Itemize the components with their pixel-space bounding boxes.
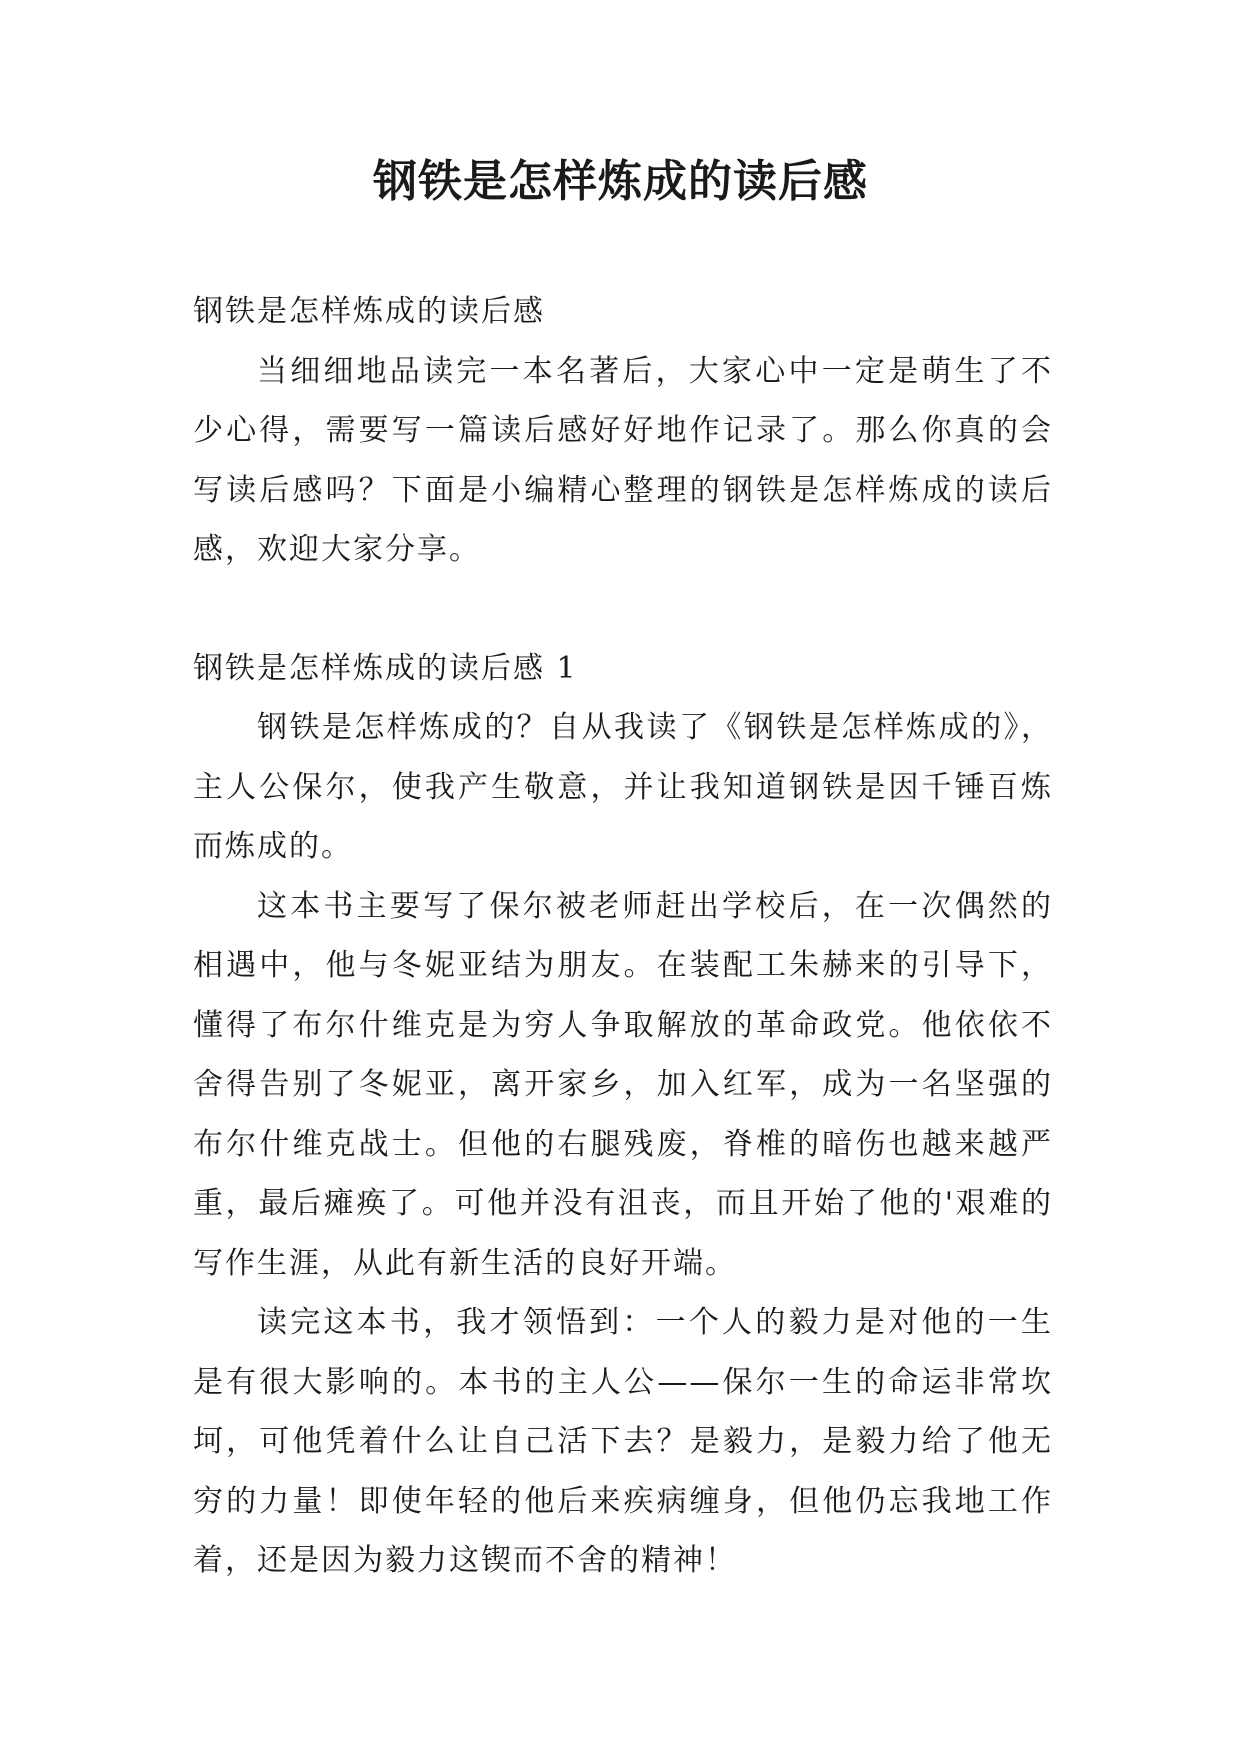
section-spacer bbox=[193, 580, 1053, 639]
section1-heading: 钢铁是怎样炼成的读后感 1 bbox=[193, 650, 578, 686]
document-title: 钢铁是怎样炼成的读后感 bbox=[373, 156, 868, 207]
section1-paragraph: 这本书主要写了保尔被老师赶出学校后，在一次偶然的相遇中，他与冬妮亚结为朋友。在装配工朱赫来的引导下，懂得了布尔什维克是为穷人争取解放的革命政党。他依依不舍得告别了冬妮亚，离开家乡，加入红军，成为一名坚强的布尔什维克战士。但他的右腿残废，脊椎的暗伤也越来越严重，最后瘫痪了。可他并没有沮丧，而且开始了他的'艰难的写作生涯，从此有新生活的良好开端。 bbox=[193, 888, 1053, 1281]
intro-heading: 钢铁是怎样炼成的读后感 bbox=[193, 294, 545, 329]
section1-paragraph: 读完这本书，我才领悟到：一个人的毅力是对他的一生是有很大影响的。本书的主人公——保尔一生的命运非常坎坷，可他凭着什么让自己活下去？是毅力，是毅力给了他无穷的力量！即使年轻的他后来疾病缠身，但他仍忘我地工作着，还是因为毅力这锲而不舍的精神！ bbox=[193, 1305, 1053, 1578]
section1-paragraph: 钢铁是怎样炼成的？自从我读了《钢铁是怎样炼成的》，主人公保尔，使我产生敬意，并让我知道钢铁是因千锤百炼而炼成的。 bbox=[193, 710, 1053, 864]
intro-paragraph: 当细细地品读完一本名著后，大家心中一定是萌生了不少心得，需要写一篇读后感好好地作记录了。那么你真的会写读后感吗？下面是小编精心整理的钢铁是怎样炼成的读后感，欢迎大家分享。 bbox=[193, 353, 1053, 567]
document-body bbox=[193, 282, 1053, 1591]
